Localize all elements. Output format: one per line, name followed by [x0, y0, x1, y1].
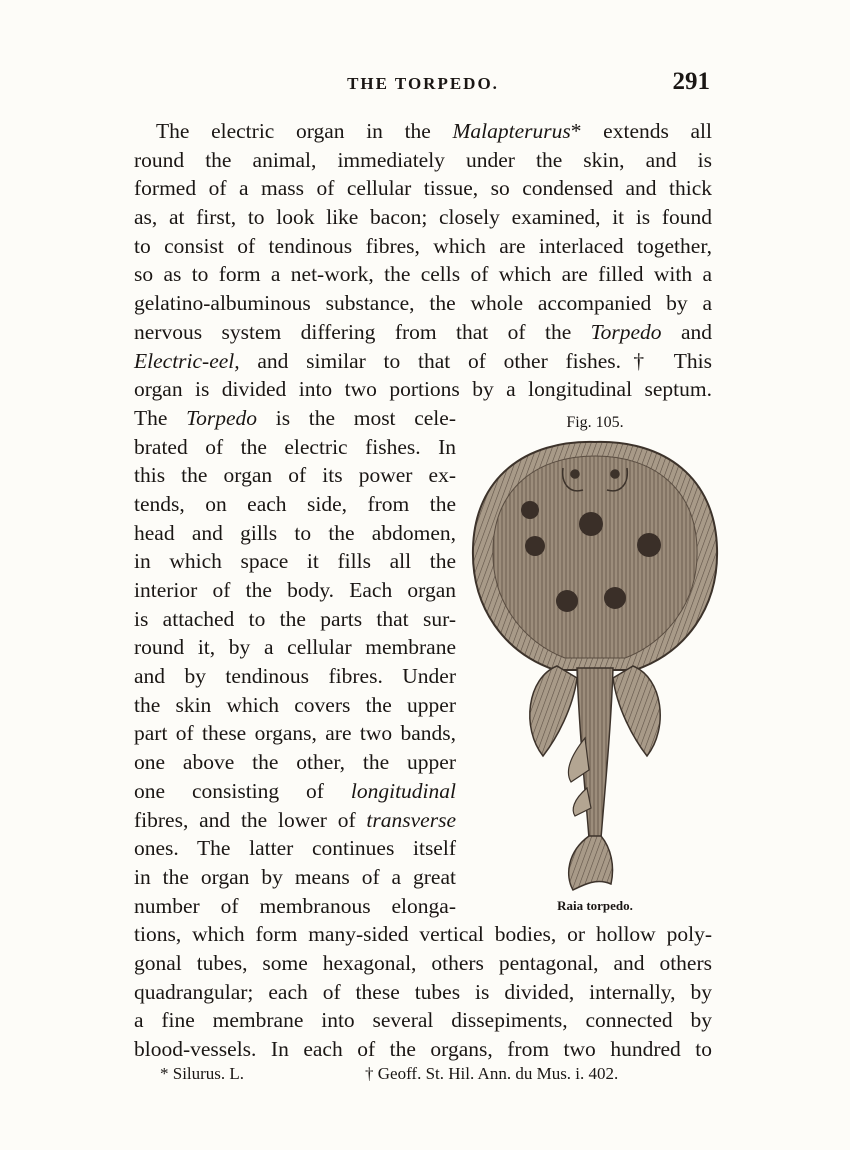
text-line [134, 576, 456, 605]
text-line [134, 863, 456, 892]
figure-105 [465, 410, 725, 920]
text-line [134, 691, 456, 720]
text-run: in the organ by means of a great [134, 864, 456, 889]
text-run: The [134, 405, 187, 430]
text-run: one above the other, the upper [134, 750, 456, 775]
text-line [134, 605, 456, 634]
italic-run: transverse [366, 807, 456, 832]
figure-caption: Raia torpedo. [557, 898, 633, 913]
text-line [134, 461, 456, 490]
text-run: part of these organs, are two bands, [134, 721, 456, 746]
text-run: and [661, 319, 712, 344]
footnote-1: * Silurus. L. [160, 1064, 245, 1083]
text-line [134, 174, 712, 203]
text-run: to consist of tendinous fibres, which are interlaced together, [134, 233, 712, 258]
text-line [134, 375, 712, 404]
text-line [134, 920, 712, 949]
ray-caudal-fin [569, 836, 613, 890]
text-run: quadrangular; each of these tubes is divided, internally, by [134, 979, 712, 1004]
text-line [134, 433, 456, 462]
text-run: round the animal, immediately under the skin, and is [134, 147, 712, 172]
text-line [134, 404, 456, 433]
text-run: nervous system differing from that of the [134, 319, 591, 344]
running-title: THE TORPEDO. [347, 74, 499, 93]
italic-run: Malapterurus [452, 119, 571, 143]
footnote-2: † Geoff. St. Hil. Ann. du Mus. i. 402. [365, 1064, 619, 1083]
text-run: * extends all [570, 119, 712, 143]
torpedo-ray-illustration [465, 438, 725, 893]
text-run: so as to form a net-work, the cells of which are filled with a [134, 262, 712, 287]
text-line [134, 748, 456, 777]
text-line [134, 834, 456, 863]
text-run: organ is divided into two portions by a longitudinal septum. [134, 377, 712, 402]
text-line [134, 289, 712, 318]
running-head [134, 66, 712, 98]
text-run: one consisting of [134, 778, 351, 803]
text-line [134, 806, 456, 835]
text-run: tends, on each side, from the [134, 491, 456, 516]
text-line [134, 892, 456, 921]
text-run: fibres, and the lower of [134, 807, 367, 832]
text-line [134, 719, 456, 748]
text-run: interior of the body. Each organ [134, 578, 456, 602]
text-run: this the organ of its power ex- [134, 463, 456, 488]
text-line [134, 633, 456, 662]
figure-label: Fig. 105. [566, 414, 624, 431]
text-line [134, 1035, 712, 1064]
text-line [134, 232, 712, 261]
text-run: and by tendinous fibres. Under [134, 664, 456, 689]
text-run: a fine membrane into several dissepiments, connected by [134, 1008, 712, 1033]
text-line [134, 347, 712, 376]
text-run: gelatino-albuminous substance, the whole accompanied by a [134, 291, 712, 316]
text-line [134, 547, 456, 576]
text-run: ones. The latter continues itself [134, 836, 456, 861]
text-run: number of membranous elonga- [134, 893, 456, 918]
text-line [134, 1006, 712, 1035]
text-line [134, 146, 712, 175]
text-line [134, 519, 456, 548]
text-line [134, 203, 712, 232]
text-run: head and gills to the abdomen, [134, 520, 456, 545]
text-run: tions, which form many-sided vertical bodies, or hollow poly- [134, 922, 712, 947]
paragraph-continued [134, 920, 712, 1063]
paragraph-electric-organ [134, 117, 712, 404]
text-run: in which space it fills all the [134, 549, 456, 574]
italic-run: Torpedo [186, 405, 258, 430]
text-line [134, 117, 712, 146]
text-run: blood-vessels. In each of the organs, from two hundred to [134, 1037, 712, 1061]
text-run: the skin which covers the upper [134, 692, 456, 717]
ray-pelvic-fin-left [530, 666, 577, 756]
text-line [134, 949, 712, 978]
text-run: brated of the electric fishes. In [134, 434, 456, 459]
text-line [134, 490, 456, 519]
text-line [134, 777, 456, 806]
text-run: is attached to the parts that sur- [134, 606, 456, 631]
italic-run: longitudinal [350, 778, 456, 803]
italic-run: Electric-eel, [134, 348, 240, 373]
text-run: round it, by a cellular membrane [134, 635, 456, 660]
text-line [134, 260, 712, 289]
text-run: is the most cele- [257, 405, 456, 430]
text-line [134, 318, 712, 347]
text-line [134, 662, 456, 691]
text-run: as, at first, to look like bacon; closely examined, it is found [134, 205, 712, 230]
footnotes [160, 1064, 720, 1088]
page-number: 291 [672, 68, 710, 95]
italic-run: Torpedo [590, 319, 662, 344]
text-line [134, 978, 712, 1007]
text-run: The electric organ in the [156, 119, 453, 143]
text-run: formed of a mass of cellular tissue, so condensed and thick [134, 176, 712, 201]
text-run: gonal tubes, some hexagonal, others pentagonal, and others [134, 950, 712, 975]
ray-pelvic-fin-right [613, 666, 660, 756]
text-run: and similar to that of other fishes.† This [239, 348, 712, 373]
